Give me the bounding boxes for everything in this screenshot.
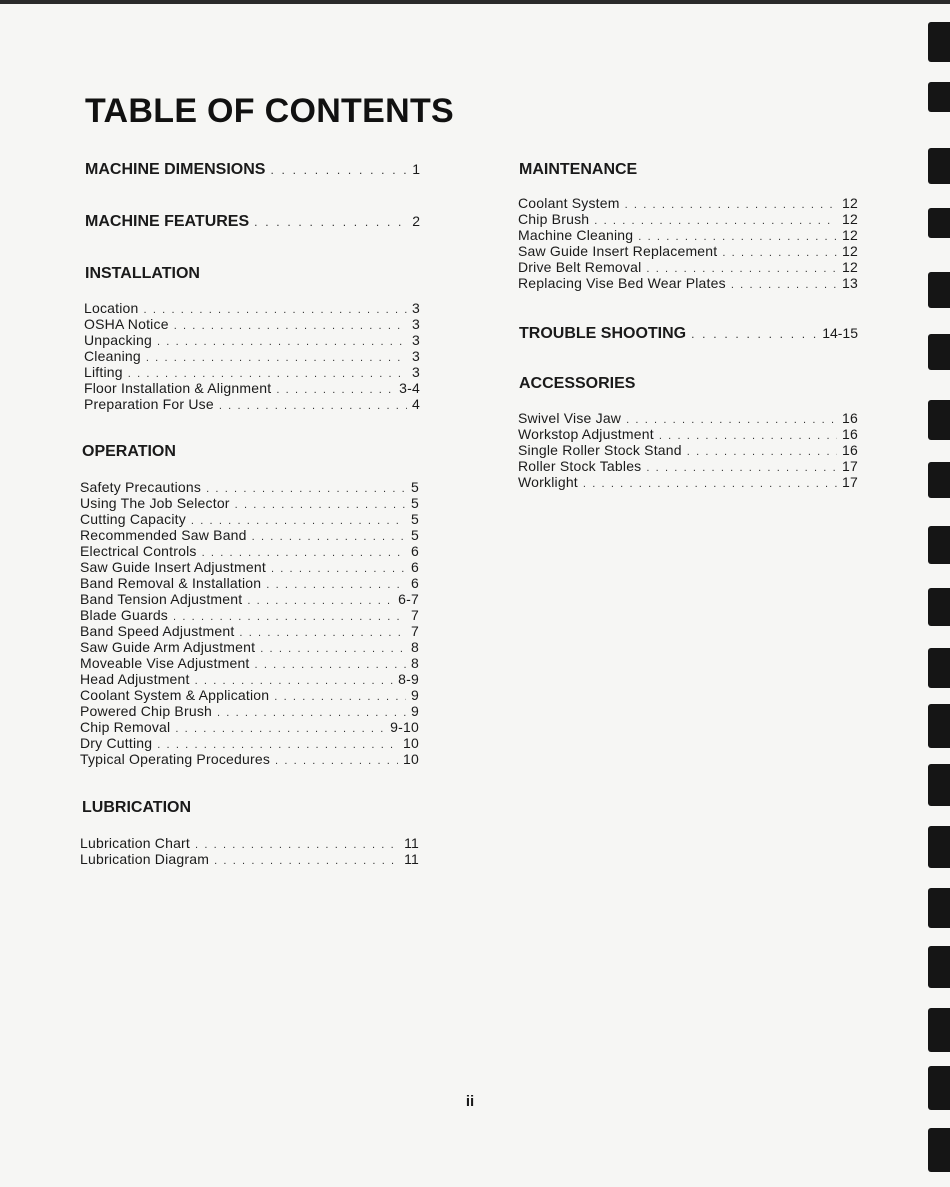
toc-entry[interactable] [80,543,419,559]
binding-hole [928,888,950,928]
toc-entry-label: Dry Cutting [80,735,153,751]
binding-hole [928,826,950,868]
toc-entry[interactable] [80,719,419,735]
toc-entry-label: Unpacking [84,332,152,348]
dot-leader [235,497,406,511]
toc-entry-page: 5 [411,479,419,495]
lubrication-list [80,835,419,867]
toc-entry[interactable] [80,575,419,591]
toc-entry-label: Using The Job Selector [80,495,230,511]
toc-entry-page: 1 [412,161,420,177]
toc-entry-page: 13 [842,275,858,291]
binding-hole [928,526,950,564]
toc-entry[interactable] [84,348,420,364]
toc-entry-label: Worklight [518,474,578,490]
toc-entry-page: 9 [411,703,419,719]
toc-entry-page: 6 [411,559,419,575]
toc-entry-label: Band Tension Adjustment [80,591,243,607]
dot-leader [625,197,837,211]
dot-leader [254,215,407,229]
toc-entry-page: 9-10 [390,719,419,735]
toc-entry-machine-dimensions[interactable] [85,161,420,183]
accessories-list [518,410,858,490]
binding-holes [922,0,950,1187]
toc-entry-label: Single Roller Stock Stand [518,442,682,458]
maintenance-list [518,195,858,291]
toc-entry-page: 7 [411,623,419,639]
toc-entry-label: Typical Operating Procedures [80,751,271,767]
toc-entry-page: 17 [842,474,858,490]
toc-entry[interactable] [84,396,420,412]
operation-list [80,479,419,767]
dot-leader [691,327,817,341]
toc-entry-page: 8 [411,639,419,655]
toc-entry-page: 7 [411,607,419,623]
binding-hole [928,22,950,62]
toc-entry[interactable] [80,591,419,607]
toc-entry[interactable] [84,364,420,380]
toc-entry-page: 3-4 [399,380,420,396]
toc-entry-page: 11 [404,835,419,851]
binding-hole [928,272,950,308]
toc-entry-page: 5 [411,527,419,543]
dot-leader [146,350,407,364]
binding-hole [928,148,950,184]
toc-entry-label: Coolant System [518,195,620,211]
toc-entry-page: 17 [842,458,858,474]
dot-leader [722,245,837,259]
toc-entry-trouble-shooting[interactable] [519,325,858,347]
section-heading-lubrication: LUBRICATION [82,799,192,816]
toc-entry-page: 10 [403,735,419,751]
dot-leader [191,513,406,527]
toc-entry-label: Machine Cleaning [518,227,634,243]
toc-entry-page: 3 [412,332,420,348]
toc-entry-page: 11 [404,851,419,867]
toc-entry[interactable] [80,511,419,527]
toc-entry-label: Preparation For Use [84,396,214,412]
toc-entry[interactable] [80,671,419,687]
dot-leader [270,163,407,177]
toc-entry-page: 12 [842,195,858,211]
binding-hole [928,334,950,370]
dot-leader [157,737,398,751]
binding-hole [928,1066,950,1110]
toc-entry[interactable] [80,559,419,575]
toc-entry[interactable] [80,527,419,543]
toc-entry-page: 4 [412,396,420,412]
toc-entry[interactable] [80,639,419,655]
dot-leader [174,318,407,332]
binding-hole [928,1128,950,1172]
toc-entry-label: Band Speed Adjustment [80,623,235,639]
toc-entry[interactable] [80,851,419,867]
dot-leader [206,481,406,495]
installation-list [84,300,420,412]
binding-hole [928,462,950,498]
toc-entry-label: Location [84,300,139,316]
toc-entry-page: 12 [842,227,858,243]
toc-entry-label: Coolant System & Application [80,687,270,703]
toc-entry-label: Workstop Adjustment [518,426,654,442]
toc-entry[interactable] [80,479,419,495]
toc-entry[interactable] [518,275,858,291]
dot-leader [260,641,406,655]
dot-leader [217,705,406,719]
dot-leader [659,428,837,442]
dot-leader [252,529,406,543]
toc-entry-page: 16 [842,410,858,426]
dot-leader [266,577,406,591]
toc-entry-label: Roller Stock Tables [518,458,642,474]
toc-entry-label: Saw Guide Insert Replacement [518,243,718,259]
dot-leader [646,261,837,275]
dot-leader [173,609,406,623]
dot-leader [731,277,837,291]
toc-entry[interactable] [80,655,419,671]
dot-leader [175,721,385,735]
section-heading-operation: OPERATION [82,443,176,460]
dot-leader [646,460,837,474]
toc-entry-label: Drive Belt Removal [518,259,642,275]
dot-leader [128,366,407,380]
toc-entry[interactable] [84,300,420,316]
dot-leader [583,476,837,490]
dot-leader [144,302,407,316]
toc-entry-page: 3 [412,316,420,332]
toc-entry-page: 3 [412,364,420,380]
toc-entry[interactable] [518,227,858,243]
toc-entry-label: Saw Guide Insert Adjustment [80,559,266,575]
toc-entry-page: 6-7 [398,591,419,607]
toc-entry[interactable] [80,607,419,623]
toc-entry[interactable] [80,835,419,851]
toc-entry-label: Recommended Saw Band [80,527,247,543]
binding-hole [928,1008,950,1052]
toc-entry-label: Blade Guards [80,607,169,623]
binding-hole [928,764,950,806]
toc-entry-label: Lubrication Diagram [80,851,210,867]
binding-hole [928,82,950,112]
toc-entry-label: MACHINE FEATURES [85,213,250,230]
dot-leader [195,837,399,851]
toc-entry-label: Cleaning [84,348,141,364]
binding-hole [928,946,950,988]
toc-entry-page: 10 [403,751,419,767]
dot-leader [687,444,837,458]
toc-entry-page: 16 [842,426,858,442]
toc-entry-page: 2 [412,213,420,229]
section-heading-installation: INSTALLATION [85,265,200,282]
toc-entry-label: Powered Chip Brush [80,703,212,719]
dot-leader [219,398,407,412]
binding-hole [928,208,950,238]
toc-entry[interactable] [80,687,419,703]
top-edge-line [0,0,950,4]
toc-entry[interactable] [84,380,420,396]
page-number: ii [465,1093,475,1110]
toc-entry-page: 6 [411,543,419,559]
toc-entry[interactable] [84,316,420,332]
binding-hole [928,704,950,748]
dot-leader [271,561,406,575]
toc-entry-page: 12 [842,211,858,227]
toc-entry[interactable] [84,332,420,348]
dot-leader [638,229,837,243]
toc-entry-label: Chip Brush [518,211,590,227]
section-heading-maintenance: MAINTENANCE [519,161,638,178]
toc-entry-label: Floor Installation & Alignment [84,380,272,396]
toc-entry-page: 3 [412,348,420,364]
toc-entry[interactable] [518,259,858,275]
toc-entry-machine-features[interactable] [85,213,420,235]
toc-entry[interactable] [80,751,419,767]
toc-entry[interactable] [518,426,858,442]
toc-entry[interactable] [518,442,858,458]
toc-entry-label: Moveable Vise Adjustment [80,655,250,671]
toc-entry-page: 8-9 [398,671,419,687]
toc-entry[interactable] [80,495,419,511]
toc-entry[interactable] [80,703,419,719]
dot-leader [274,689,406,703]
toc-entry-page: 5 [411,511,419,527]
toc-entry[interactable] [518,410,858,426]
dot-leader [157,334,407,348]
dot-leader [255,657,406,671]
toc-entry-label: Chip Removal [80,719,171,735]
dot-leader [247,593,393,607]
page-title: TABLE OF CONTENTS [85,92,455,130]
toc-entry[interactable] [518,211,858,227]
dot-leader [626,412,837,426]
section-heading-accessories: ACCESSORIES [519,375,636,392]
toc-entry-label: Head Adjustment [80,671,190,687]
toc-entry-page: 16 [842,442,858,458]
toc-entry-label: MACHINE DIMENSIONS [85,161,266,178]
binding-hole [928,400,950,440]
dot-leader [239,625,406,639]
toc-entry-page: 5 [411,495,419,511]
toc-entry-label: Saw Guide Arm Adjustment [80,639,256,655]
toc-entry[interactable] [80,735,419,751]
binding-hole [928,648,950,688]
dot-leader [275,753,398,767]
toc-entry-page: 8 [411,655,419,671]
dot-leader [594,213,837,227]
toc-entry[interactable] [518,195,858,211]
toc-entry-label: Lifting [84,364,123,380]
toc-entry-label: OSHA Notice [84,316,169,332]
toc-entry-page: 12 [842,243,858,259]
toc-entry-page: 3 [412,300,420,316]
dot-leader [202,545,406,559]
toc-entry-label: Electrical Controls [80,543,197,559]
dot-leader [195,673,394,687]
toc-entry-page: 6 [411,575,419,591]
toc-entry[interactable] [80,623,419,639]
dot-leader [276,382,394,396]
toc-entry-label: Cutting Capacity [80,511,186,527]
toc-entry-label: Replacing Vise Bed Wear Plates [518,275,726,291]
toc-entry[interactable] [518,474,858,490]
binding-hole [928,588,950,626]
toc-entry-label: TROUBLE SHOOTING [519,325,687,342]
toc-entry-page: 14-15 [822,325,858,341]
toc-entry-label: Swivel Vise Jaw [518,410,622,426]
toc-entry-page: 12 [842,259,858,275]
toc-entry-label: Band Removal & Installation [80,575,262,591]
toc-entry[interactable] [518,243,858,259]
dot-leader [214,853,399,867]
toc-entry[interactable] [518,458,858,474]
toc-entry-label: Safety Precautions [80,479,202,495]
toc-entry-label: Lubrication Chart [80,835,191,851]
toc-entry-page: 9 [411,687,419,703]
